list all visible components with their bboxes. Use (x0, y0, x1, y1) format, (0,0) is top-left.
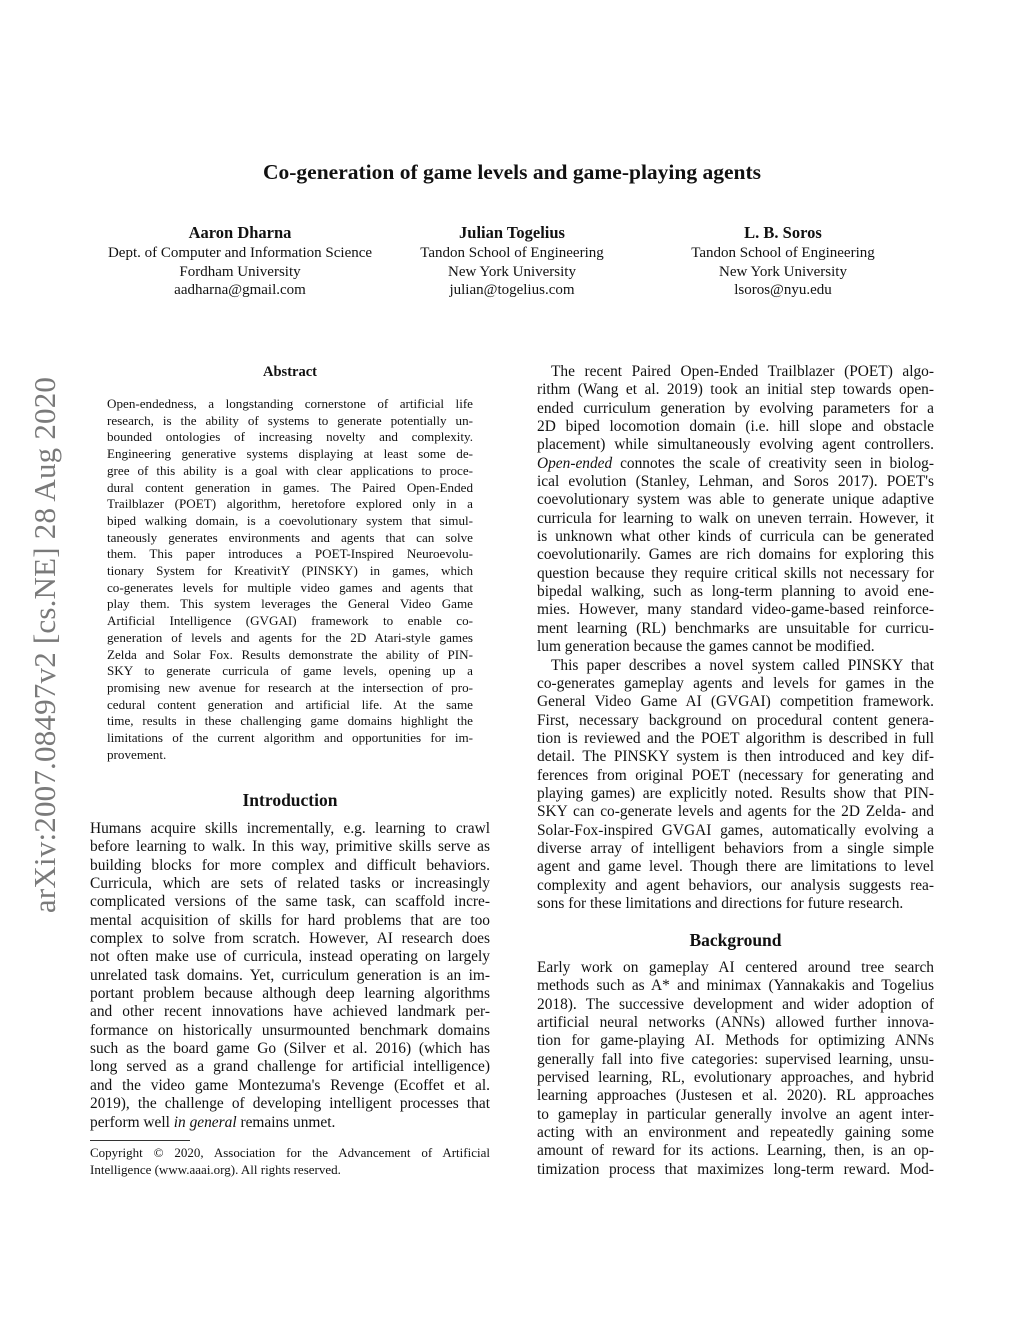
text-line: 2018). The successive development and wider adoption of (537, 995, 934, 1013)
text-line: Humans acquire skills incrementally, e.g. learning to crawl (90, 820, 490, 837)
text-line: biped walking domain, is a coevolutionary system that simul- (107, 512, 473, 528)
arxiv-identifier: arXiv:2007.08497v2 [cs.NE] 28 Aug 2020 (27, 376, 62, 914)
text-line: ferences from original POET (necessary for generating and (537, 766, 934, 784)
text-line: coevolutionary system was able to generate unique adaptive (537, 491, 934, 509)
text-line: mies. However, many standard video-game-based reinforce- (537, 601, 934, 619)
text-line: First, necessary background on procedural content genera- (537, 711, 934, 729)
background-body (537, 959, 934, 1179)
text-line: complexity and agent behaviors, our analysis suggests rea- (537, 876, 934, 894)
paragraph (537, 363, 934, 657)
text-line: formance on historically unsurmounted benchmark domains (90, 1021, 490, 1039)
text-line: diverse array of intelligent behaviors from a single simple (537, 839, 934, 857)
text-line: is unknown what other kinds of curricula can be generated (537, 528, 934, 546)
text-line: such as the board game Go (Silver et al. 2016) (which has (90, 1040, 490, 1058)
text-line: research, is the ability of systems to generate potentially un- (107, 412, 473, 428)
text-segment: remains unmet. (236, 1113, 336, 1131)
text-line: SKY to generate curricula of game levels, opening up a (107, 663, 473, 679)
footnote-rule (90, 1140, 190, 1141)
text-line: General Video Game AI (GVGAI) competition framework. (537, 693, 934, 711)
text-line: acting with an environment and repeatedly gaining some (537, 1124, 934, 1142)
text-line: amount of reward for its actions. Learning, then, is an op- (537, 1142, 934, 1160)
text-line (537, 455, 934, 473)
abstract-body (107, 396, 473, 763)
text-line: Trailblazer (POET) algorithm, heretofore explored only in a (107, 496, 473, 512)
abstract-heading: Abstract (263, 364, 317, 380)
text-line: provement. (107, 746, 167, 762)
text-line: unrelated task domains. Yet, curriculum generation is an im- (90, 966, 490, 984)
text-line: curricula for learning to walk on uneven terrain. However, it (537, 509, 934, 527)
text-line: Copyright © 2020, Association for the Advancement of Artificial (90, 1145, 490, 1160)
text-line: methods such as A* and minimax (Yannakakis and Togelius (537, 977, 934, 995)
text-line: 2019), the challenge of developing intelligent processes that (90, 1095, 490, 1113)
text-line: not often make use of curricula, instead operating on largely (90, 948, 490, 966)
text-line: agent and game level. Though there are limitations to level (537, 858, 934, 876)
author-name: Julian Togelius (459, 223, 565, 242)
introduction-body (90, 820, 490, 1132)
text-line: dural content generation in games. The Paired Open-Ended (107, 479, 473, 495)
paragraph (107, 396, 473, 763)
text-line: This paper describes a novel system called PINSKY that (551, 656, 934, 674)
emphasized-text: in general (173, 1113, 237, 1131)
text-line: question because they require critical skills not necessary for (537, 564, 934, 582)
introduction-heading: Introduction (242, 790, 338, 810)
paragraph (537, 959, 934, 1179)
text-line: co-generates levels for multiple video games and agents that (107, 579, 473, 595)
author-affiliation: Tandon School of Engineering (420, 245, 604, 261)
text-line: tion for game-playing AI. Methods for optimizing ANNs (537, 1032, 934, 1050)
text-line: playing games) are explicitly noted. Results show that PIN- (537, 784, 934, 802)
author-name: L. B. Soros (744, 223, 822, 242)
text-line: and other recent innovations have achieved landmark per- (90, 1003, 490, 1021)
text-line: gree of this ability is a goal with clear applications to proce- (107, 462, 473, 478)
text-line: before learning to walk. In this way, primitive skills serve as (90, 838, 490, 856)
text-line: mental acquisition of skills for hard problems that are too (90, 911, 490, 929)
text-line: learning approaches (Justesen et al. 2020). RL approaches (537, 1087, 934, 1105)
text-line: complicated versions of the same task, can scaffold incre- (90, 893, 490, 911)
text-line: limitations of the current algorithm and opportunities for im- (107, 730, 473, 746)
author-email[interactable]: aadharna@gmail.com (174, 282, 306, 299)
text-line: timization process that maximizes long-term reward. Mod- (537, 1160, 934, 1178)
author-institution: New York University (448, 263, 576, 280)
text-line: artificial neural networks (ANNs) allowed further innova- (537, 1014, 934, 1032)
text-line: time, results in these challenging game domains highlight the (107, 713, 473, 729)
text-segment: connotes the scale of creativity seen in biolog- (612, 454, 934, 472)
author-email[interactable]: julian@togelius.com (449, 282, 575, 299)
paragraph (90, 820, 490, 1132)
author-name: Aaron Dharna (188, 223, 292, 242)
text-line: sons for these limitations and directions for future research. (537, 894, 904, 912)
text-line: generally fall into five categories: supervised learning, unsu- (537, 1050, 934, 1068)
text-line: tion is reviewed and the POET algorithm is described in full (537, 729, 934, 747)
author-institution: New York University (719, 263, 847, 280)
text-line: Intelligence (www.aaai.org). All rights reserved. (90, 1162, 341, 1177)
author-block (623, 222, 943, 300)
text-line: portant problem because although deep learning algorithms (90, 985, 490, 1003)
text-line: 2D biped locomotion domain (i.e. hill slope and obstacle (537, 418, 934, 436)
text-line: to gameplay in particular generally involve an agent inter- (537, 1105, 934, 1123)
text-line (90, 1114, 490, 1132)
text-line: building blocks for more complex and difficult behaviors. (90, 856, 490, 874)
text-line: cedural content generation and artificial life. At the same (107, 696, 473, 712)
text-line: Open-endedness, a longstanding cornerstone of artificial life (107, 396, 473, 411)
text-line: rithm (Wang et al. 2019) took an initial step towards open- (537, 381, 934, 399)
text-line: bipedal walking, such as long-term planning to avoid ene- (537, 583, 934, 601)
copyright-footnote (90, 1144, 490, 1178)
author-institution: Fordham University (179, 263, 301, 280)
text-segment: perform well (90, 1113, 174, 1131)
text-line: them. This paper introduces a POET-Inspired Neuroevolu- (107, 546, 473, 562)
text-line: long served as a grand challenge for artificial intelligence) (90, 1058, 490, 1076)
text-line: pervised learning, RL, evolutionary approaches, and hybrid (537, 1069, 934, 1087)
emphasized-text: Open-ended (537, 454, 613, 472)
text-line: promising new avenue for research at the intersection of pro- (107, 679, 473, 695)
text-line: tionary System for KreativitY (PINSKY) in games, which (107, 563, 473, 579)
text-line: detail. The PINSKY system is then introduced and key dif- (537, 748, 934, 766)
text-line: lum generation because the games cannot be modified. (537, 638, 875, 656)
text-line: placement) while simultaneously evolving agent controllers. (537, 436, 934, 454)
right-column-intro (537, 363, 934, 913)
text-line: taneously generates environments and agents that can solve (107, 529, 473, 545)
text-line: Early work on gameplay AI centered around tree search (537, 959, 934, 976)
text-line: complex to solve from scratch. However, AI research does (90, 930, 490, 948)
text-line: and the video game Montezuma's Revenge (Ecoffet et al. (90, 1076, 490, 1094)
background-heading: Background (689, 930, 782, 950)
text-line: coevolutionarily. Games are rich domains for exploring this (537, 546, 934, 564)
text-line: ical evolution (Stanley, Lehman, and Soros 2017). POET's (537, 473, 934, 491)
text-line: Artificial Intelligence (GVGAI) framework to enable co- (107, 613, 473, 629)
text-line: Curricula, which are sets of related tasks or increasingly (90, 875, 490, 893)
text-line: ended curriculum generation by evolving parameters for a (537, 399, 934, 417)
text-line: Solar-Fox-inspired GVGAI games, automatically evolving a (537, 821, 934, 839)
author-affiliation: Dept. of Computer and Information Science (107, 245, 373, 261)
author-affiliation: Tandon School of Engineering (691, 245, 875, 261)
text-line: play them. This system leverages the General Video Game (107, 596, 473, 612)
text-line: co-generates gameplay agents and levels for games in the (537, 674, 934, 692)
text-line: SKY can co-generate levels and agents for the 2D Zelda- and (537, 803, 934, 821)
text-line: The recent Paired Open-Ended Trailblazer (POET) algo- (551, 363, 934, 380)
text-line: generation of levels and agents for the 2D Atari-style games (107, 629, 473, 645)
author-email[interactable]: lsoros@nyu.edu (734, 282, 832, 299)
text-line: Engineering generative systems displaying at least some de- (107, 446, 473, 462)
text-line: bounded ontologies of increasing novelty and complexity. (107, 429, 473, 445)
paper-title: Co-generation of game levels and game-playing agents (262, 160, 762, 184)
text-line: ment learning (RL) benchmarks are unsuitable for curricu- (537, 619, 934, 637)
text-line: Zelda and Solar Fox. Results demonstrate the ability of PIN- (107, 646, 473, 662)
paragraph (537, 657, 934, 914)
